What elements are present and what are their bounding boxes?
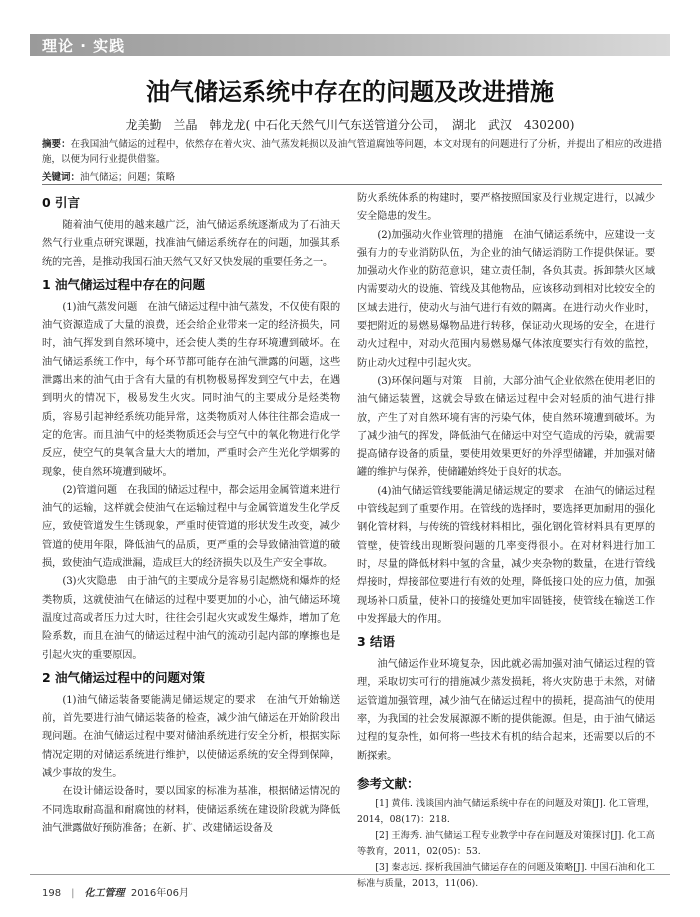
article-authors: 龙美勤 兰晶 韩龙龙( 中石化天然气川气东送管道分公司， 湖北 武汉 430200): [125, 118, 575, 132]
paragraph: (2)管道问题 在我国的储运过程中，都会运用金属管道来进行油气的运输，这样就会使油气在运输过程中与金属管道发生化学反应，致使管道发生生锈现象，严重时使管道的形状发生改变，减少管道的使用年限，降低油气的品质，更严重的会导致储油管道的破损，致使油气造成泄漏，造成巨大的经济损失以及生产安全事故。: [42, 484, 340, 570]
abstract-text: 在我国油气储运的过程中，依然存在着火灾、油气蒸发耗损以及油气管道腐蚀等问题，本文对现有的问题进行了分析，并提出了相应的改进措施，以便为同行业提供借鉴。: [42, 139, 662, 165]
reference-item: [2] 王海秀. 油气储运工程专业教学中存在问题及对策探讨[J]. 化工高等教育，2011，02(05)：53.: [357, 829, 655, 857]
paragraph: 随着油气使用的越来越广泛，油气储运系统逐渐成为了石油天然气行业重点研究课题，找准油气储运系统存在的问题，加强其系统的完善，是推动我国石油天然气又好又快发展的重要任务之一。: [42, 220, 340, 268]
keywords: [42, 169, 662, 183]
left-column: [42, 190, 340, 838]
paragraph: 在设计储运设备时，要以国家的标准为基准，根据储运情况的不同选取耐高温和耐腐蚀的材料，使储运系统在建设阶段就为降低油气泄露做好预防准备；在新、扩、改建储运设备及: [42, 786, 340, 834]
abstract: [42, 138, 662, 167]
right-column: [357, 190, 655, 892]
section-heading-intro: 0 引言: [42, 195, 81, 210]
keywords-text: 油气储运；问题；策略: [80, 172, 176, 183]
paragraph: (2)加强动火作业管理的措施 在油气储运系统中，应建设一支强有力的专业消防队伍，为企业的油气储运消防工作提供保证。要加强动火作业的防范意识，建立责任制，各负其责。拆卸禁火区域内需要动火的设施、管线及其他物品，应该移动到相对比较安全的区域去进行，使动火与油气进行有效的隔离。在进行动火作业时，要把附近的易燃易爆物品进行转移，保证动火现场的安全，在进行动火过程中，对动火范围内易燃易爆气体浓度要实行有效的监控，防止动火过程中引起火灾。: [357, 229, 655, 369]
section-heading-conclusion: 3 结语: [357, 634, 396, 650]
paragraph: 油气储运作业环境复杂，因此就必需加强对油气储运过程的管理，采取切实可行的措施减少蒸发损耗，将火灾防患于未然，对储运管道加强管理，减少油气在储运过程中的损耗，提高油气的使用率，为我国的社会发展源源不断的提供能源。但是，由于油气储运过程的复杂性，如何将一些技术有机的结合起来，还需要以后的不断探索。: [357, 659, 655, 762]
section-heading-countermeasures: 2 油气储运过程中的问题对策: [42, 669, 206, 685]
issue-date: 2016年06月: [130, 888, 190, 899]
footer-divider: [30, 874, 670, 875]
references-heading: 参考文献：: [357, 775, 420, 791]
abstract-label: 摘要：: [42, 139, 71, 150]
article-title: 油气储运系统中存在的问题及改进措施: [146, 78, 554, 106]
header-divider: [42, 184, 662, 185]
section-banner: [30, 34, 670, 56]
reference-item: [3] 秦志远. 探析我国油气储运存在的问题及策略[J]. 中国石油和化工标准与质量，2013，11(06).: [357, 861, 655, 889]
paragraph: (1)油气蒸发问题 在油气储运过程中油气蒸发，不仅使有限的油气资源造成了大量的浪费，还会给企业带来一定的经济损失，同时，油气挥发到自然环境中，还会使人类的生存环境遭到破坏。在油气储运系统工作中，每个环节都可能存在油气泄露的问题，这些泄露出来的油气由于含有大量的有机物极易挥发到空气中去，在遇到明火的情况下，极易发生火灾。同时油气的主要成分是烃类物质，容易引起神经系统功能异常，这类物质对人体往往都会造成一定的危害。而且油气中的烃类物质还会与空气中的氧化物进行化学反应，使空气的臭氧含量大大的增加，严重时会产生光化学烟雾的现象，使自然环境遭到破坏。: [42, 301, 340, 478]
paragraph: (3)火灾隐患 由于油气的主要成分是容易引起燃烧和爆炸的烃类物质，这就使油气在储运的过程中要更加的小心，油气储运环境温度过高或者压力过大时，往往会引起火灾或发生爆炸，增加了危险系数，而且在油气的储运过程中油气的流动引起内部的摩擦也是引起火灾的重要原因。: [42, 576, 340, 661]
paragraph: (3)环保问题与对策 目前，大部分油气企业依然在使用老旧的油气储运装置，这就会导致在储运过程中会对轻质的油气进行排放，产生了对自然环境有害的污染气体，使自然环境遭到破坏。为了减少油气的挥发，降低油气在储运中对空气造成的污染，就需要提高储存设备的质量，要使用效果更好的外浮型储罐，并加强对储罐的维护与保养，使储罐始终处于良好的状态。: [357, 375, 655, 479]
reference-item: [1] 黄伟. 浅谈国内油气储运系统中存在的问题及对策[J]. 化工管理，2014，08(17)：218.: [357, 797, 655, 825]
paragraph: (4)油气储运管线要能满足储运规定的要求 在油气的储运过程中管线起到了重要作用。在管线的选择时，要选择更加耐用的强化钢化管材料，与传统的管线材料相比，强化钢化管材料具有更厚的管壁，使管线出现断裂问题的几率变得很小。在对材料进行加工时，尽量的降低材料中氢的含量，减少夹杂物的数量，在进行管线焊接时，焊接部位要进行有效的处理，降低接口处的应力值，加强现场补口质量，使补口的接缝处更加牢固链接，使管线在输送工作中发挥最大的作用。: [357, 485, 655, 625]
paragraph: (1)油气储运装备要能满足储运规定的要求 在油气开始输送前，首先要进行油气储运装备的检查，减少油气储运在开始阶段出现问题。在油气储运过程中要对储油系统进行安全分析，根据实际情况定期的对储运系统进行维护，以使储运系统的安全得到保障，减少事故的发生。: [42, 694, 340, 780]
page-number: 198: [42, 888, 62, 899]
paragraph: 防火系统体系的构建时，要严格按照国家及行业规定进行，以减少安全隐患的发生。: [357, 193, 655, 223]
section-label: 理论 · 实践: [42, 37, 126, 55]
journal-name: 化工管理: [84, 888, 125, 899]
page-footer: 198 | 化工管理 2016年06月: [42, 888, 190, 899]
section-heading-problems: 1 油气储运过程中存在的问题: [42, 276, 206, 292]
keywords-label: 关键词：: [42, 172, 81, 183]
